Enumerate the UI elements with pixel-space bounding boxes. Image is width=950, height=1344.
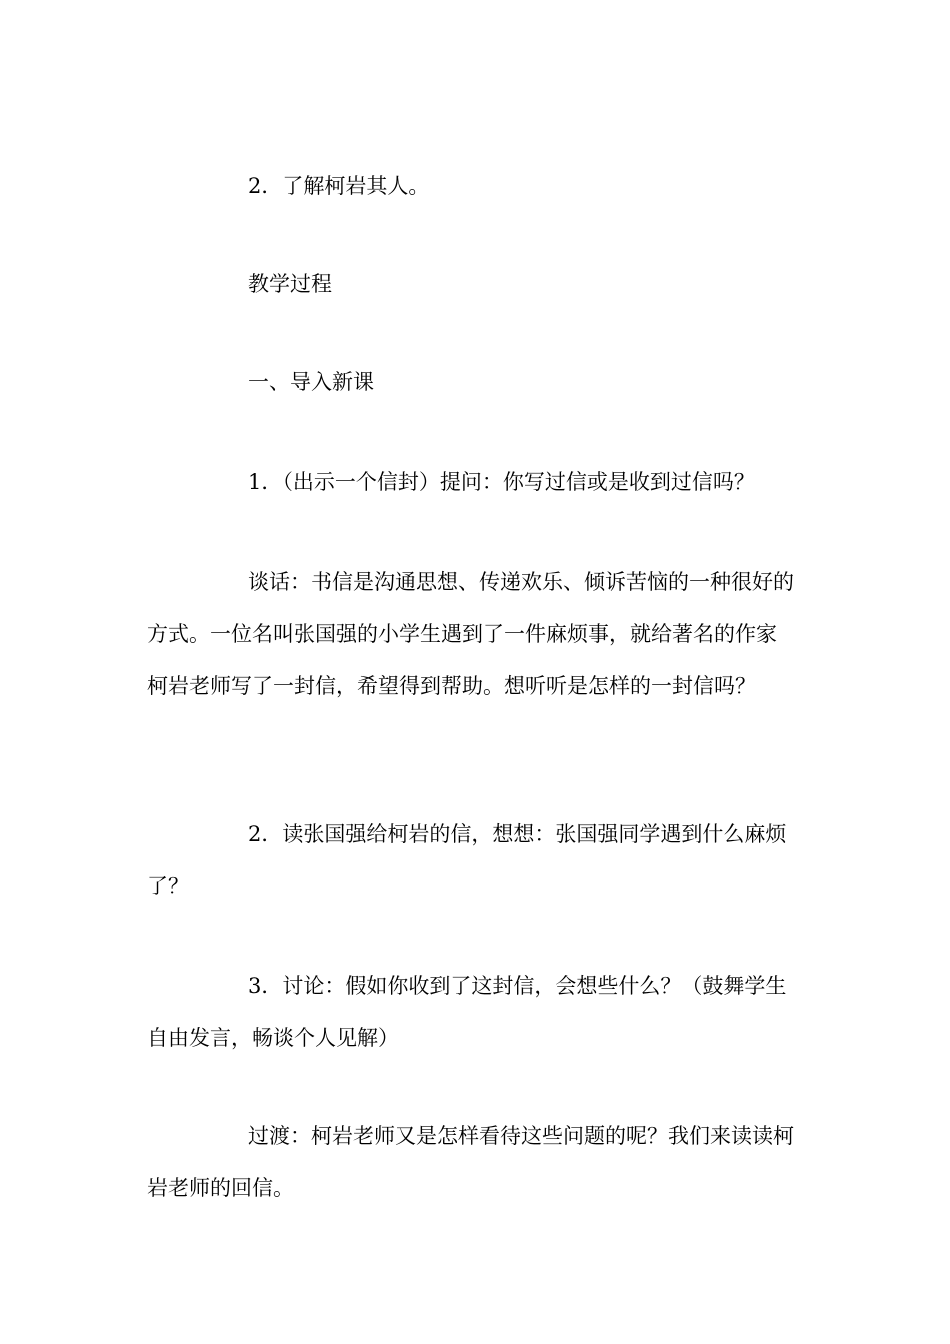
transition-paragraph: 过渡：柯岩老师又是怎样看待这些问题的呢？我们来读读柯岩老师的回信。 — [147, 1124, 794, 1200]
objective-item-2: 2．了解柯岩其人。 — [248, 174, 430, 198]
talk-paragraph: 谈话：书信是沟通思想、传递欢乐、倾诉苦恼的一种很好的方式。一位名叫张国强的小学生遇到了一件麻烦事，就给著名的作家柯岩老师写了一封信，希望得到帮助。想听听是怎样的一封信吗？ — [147, 570, 794, 698]
step-3-discussion: 3．讨论：假如你收到了这封信，会想些什么？（鼓舞学生自由发言，畅谈个人见解） — [147, 974, 787, 1050]
step-2-read-letter: 2．读张国强给柯岩的信，想想：张国强同学遇到什么麻烦了？ — [147, 822, 787, 898]
section-heading-teaching-process: 教学过程 — [248, 272, 332, 296]
step-1-question: 1．（出示一个信封）提问：你写过信或是收到过信吗？ — [248, 470, 755, 494]
subsection-heading-introduction: 一、导入新课 — [248, 370, 374, 394]
